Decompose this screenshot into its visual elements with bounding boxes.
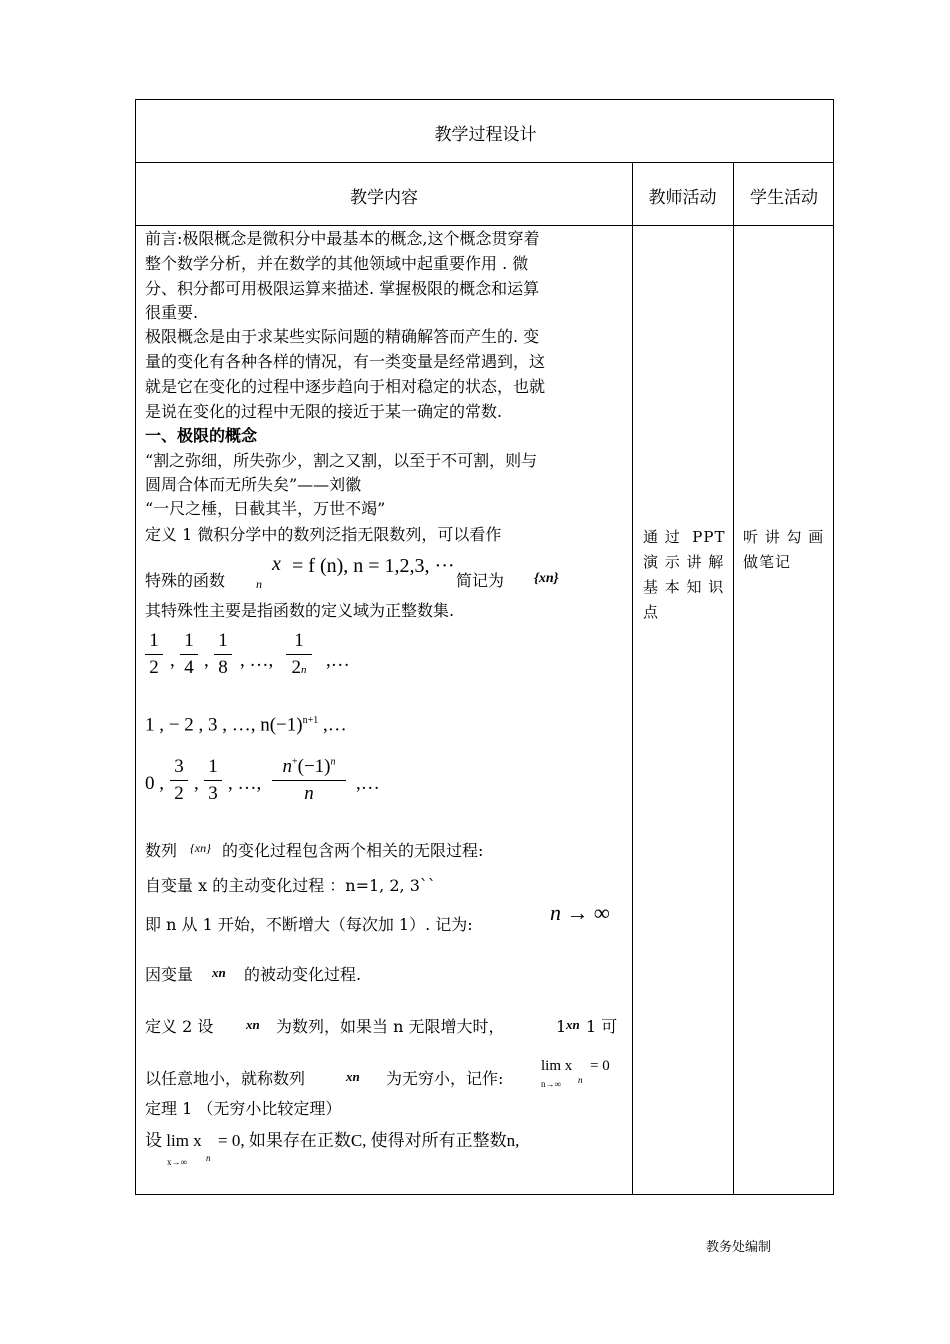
sequence-notation-small: {xn} (190, 841, 211, 855)
limit-expression: lim x (541, 1058, 573, 1074)
limit-n: n (578, 1075, 583, 1085)
intro-line: 前言:极限概念是微积分中最基本的概念,这个概念贯穿着 (145, 229, 540, 248)
fraction-1-2: 1 2 (145, 630, 163, 679)
quote-line: “一尺之棰，日截其半，万世不竭” (145, 499, 386, 518)
intro-line: 就是它在变化的过程中逐步趋向于相对稳定的状态，也就 (145, 377, 546, 396)
header-teacher: 教师活动 (648, 188, 717, 208)
footer-label: 教务处编制 (706, 1240, 772, 1255)
definition-2-d: 1 可 (586, 1017, 618, 1036)
theorem-1-n: n (206, 1153, 211, 1163)
fraction-1-4: 1 4 (180, 630, 198, 679)
limit-subscript: n→∞ (541, 1079, 561, 1089)
column-divider (632, 162, 633, 1194)
teacher-activity: 通 过 PPT 演 示 讲 解 基 本 知 识 点 (643, 528, 726, 621)
sequence-2-tail: ,… (318, 714, 347, 736)
abbr-label: 简记为 (456, 571, 505, 590)
function-formula: = f (n), n = 1,2,3, ··· (292, 555, 455, 577)
sequence-3-zero: 0 , (145, 773, 164, 794)
sequence-notation: {xn} (534, 571, 559, 586)
intro-line: 分、积分都可用极限运算来描述. 掌握极限的概念和运算 (145, 279, 540, 298)
xn-symbol: xn (212, 965, 226, 980)
intro-line: 量的变化有各种各样的情况，有一类变量是经常遇到，这 (145, 352, 546, 371)
independent-var-2: 即 n 从 1 开始，不断增大（每次加 1）. 记为: (145, 915, 473, 934)
theorem-1-condition: = 0, 如果存在正数C, 使得对所有正整数n, (218, 1131, 520, 1150)
independent-var: 自变量 x 的主动变化过程 ：n=1, 2, 3`` (145, 876, 436, 895)
limit-equals: = 0 (590, 1058, 610, 1074)
definition-2-c: 1 (556, 1017, 567, 1036)
comma: , (170, 650, 175, 671)
comma: , (194, 773, 199, 794)
theorem-1-statement: 设 lim x (145, 1131, 202, 1150)
definition-2-a: 定义 2 设 (145, 1017, 214, 1036)
intro-line: 整个数学分析，并在数学的其他领域中起重要作用 . 微 (145, 254, 529, 273)
para-a-prefix: 数列 (145, 841, 178, 860)
sequence-2-terms: 1 , − 2 , 3 , …, n(−1) (145, 714, 303, 736)
xn-symbol: xn (246, 1017, 260, 1032)
dependent-suffix: 的被动变化过程. (244, 965, 362, 984)
intro-line: 是说在变化的过程中无限的接近于某一确定的常数. (145, 402, 503, 421)
xn-symbol: xn (566, 1017, 580, 1032)
section-heading: 一、极限的概念 (145, 426, 258, 445)
fraction-general: $n^+(-1)^n$ n (272, 756, 346, 805)
fraction-1-8: 1 8 (214, 630, 232, 679)
var-n: n (256, 577, 262, 591)
student-activity: 听 讲 勾 画 做笔记 (743, 528, 825, 571)
ellipsis: , …, (228, 773, 262, 794)
comma: , (204, 650, 209, 671)
theorem-1-subscript: x→∞ (167, 1157, 187, 1167)
definition-2-b: 为数列，如果当 n 无限增大时， (276, 1017, 505, 1036)
definition-1: 定义 1 微积分学中的数列泛指无限数列，可以看作 (145, 525, 502, 544)
para-a: 的变化过程包含两个相关的无限过程: (222, 841, 484, 860)
table-divider (136, 162, 833, 163)
var-x: x (272, 553, 281, 575)
ellipsis: , …, (240, 650, 274, 671)
sequence-2-exponent: n+1 (302, 715, 319, 726)
ellipsis: ,… (356, 773, 380, 794)
definition-2-line2: 以任意地小，就称数列 (145, 1069, 306, 1088)
definition-1-note: 其特殊性主要是指函数的定义域为正整数集. (145, 601, 455, 620)
table-title: 教学过程设计 (434, 125, 537, 145)
fraction-3-2: 3 2 (170, 756, 188, 805)
definition-1-prefix: 特殊的函数 (145, 571, 226, 590)
sequence-2 (145, 708, 347, 737)
n-to-infinity: n → ∞ (550, 900, 610, 925)
quote-line: 圆周合体而无所失矣”——刘徽 (145, 475, 362, 494)
fraction-1-2n: 1 2n (286, 630, 312, 679)
intro-line: 很重要. (145, 303, 199, 322)
intro-line: 极限概念是由于求某些实际问题的精确解答而产生的. 变 (145, 327, 540, 346)
definition-2-line2b: 为无穷小，记作: (386, 1069, 504, 1088)
ellipsis: ,… (326, 650, 350, 671)
quote-line: “割之弥细，所失弥少，割之又割，以至于不可割，则与 (145, 451, 538, 470)
header-content: 教学内容 (350, 188, 418, 208)
fraction-1-3: 1 3 (204, 756, 222, 805)
theorem-1: 定理 1 （无穷小比较定理） (145, 1099, 342, 1118)
xn-symbol: xn (346, 1069, 360, 1084)
dependent-prefix: 因变量 (145, 965, 194, 984)
column-divider (733, 162, 734, 1194)
header-student: 学生活动 (750, 188, 818, 208)
